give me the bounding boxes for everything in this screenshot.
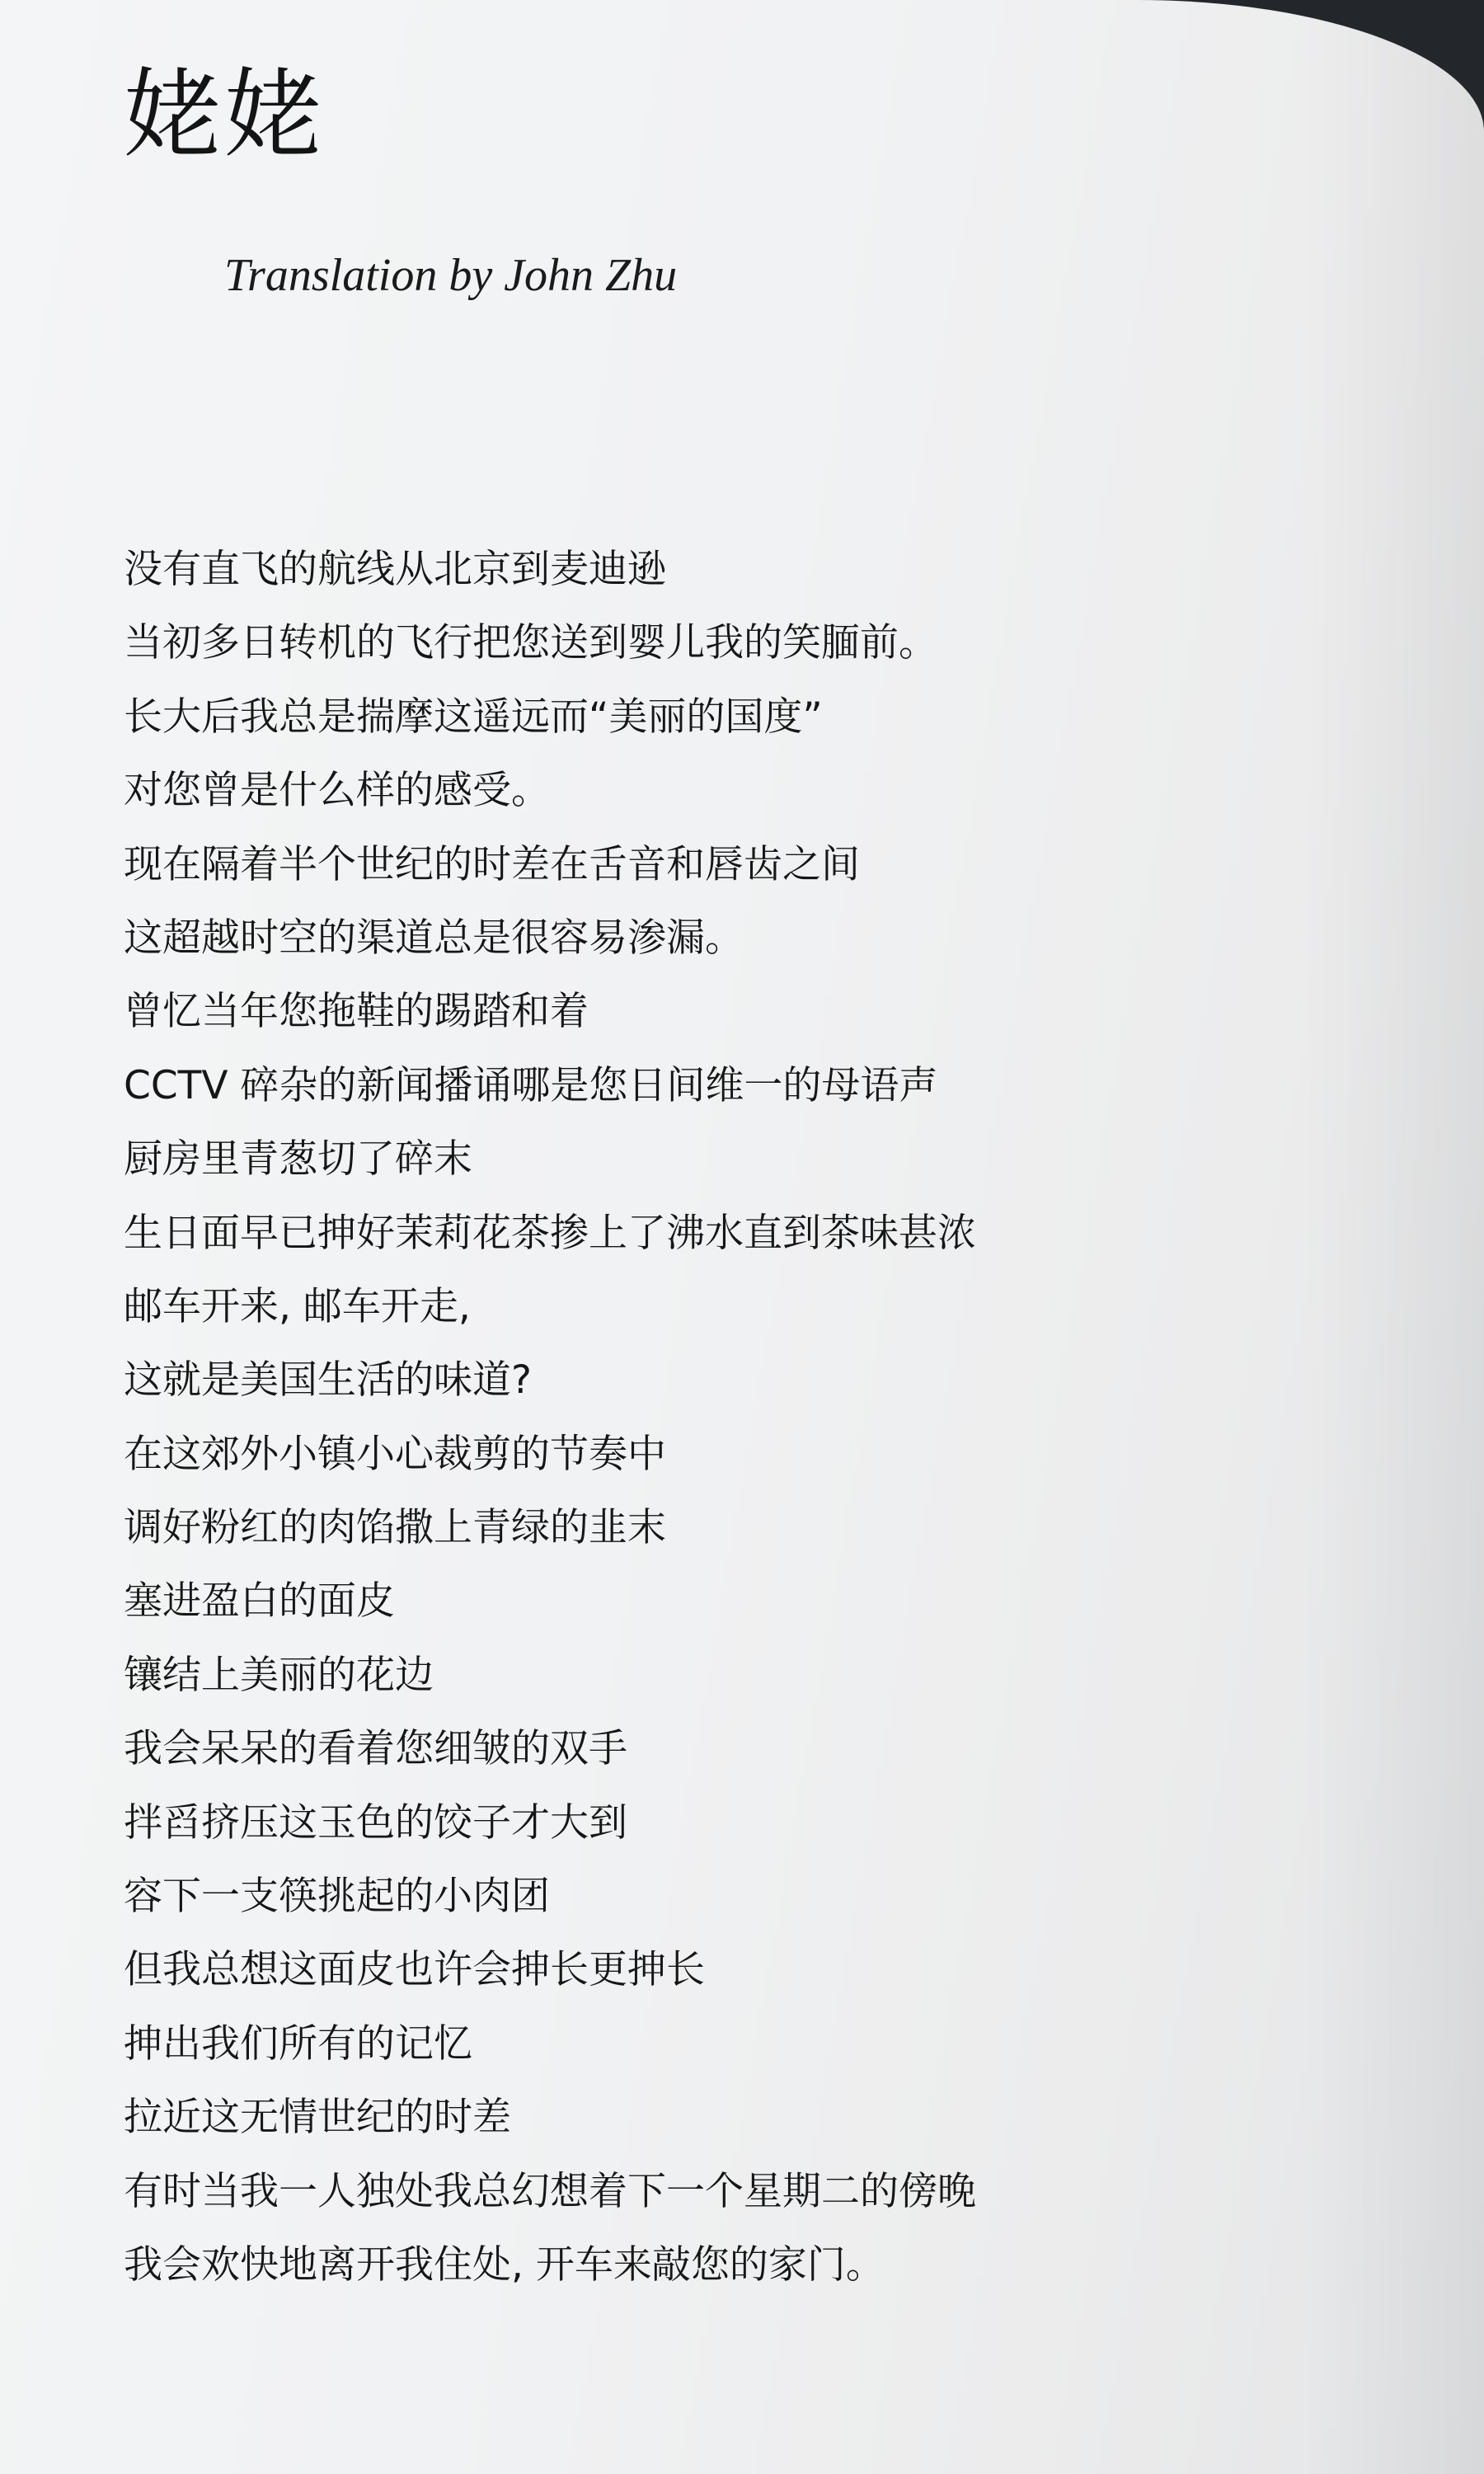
poem-body [124,533,1319,2302]
poem-line: 抻出我们所有的记忆 [124,2020,472,2067]
poem-line: 生日面早已抻好茉莉花茶掺上了沸水直到茶味甚浓 [124,1210,976,1256]
poem-line: 调好粉红的肉馅撒上青绿的韭末 [124,1505,666,1551]
poem-line: 当初多日转机的飞行把您送到婴儿我的笑腼前。 [124,620,937,666]
poem-line: 镶结上美丽的花边 [124,1652,434,1698]
poem-line: 长大后我总是揣摩这遥远而“美丽的国度” [124,694,823,740]
poem-line: 塞进盈白的面皮 [124,1578,395,1625]
poem-line: 这超越时空的渠道总是很容易渗漏。 [124,915,744,961]
poem-line: 现在隔着半个世纪的时差在舌音和唇齿之间 [124,841,860,887]
poem-line: 曾忆当年您拖鞋的踢踏和着 [124,989,589,1035]
poem-line: 这就是美国生活的味道? [124,1357,532,1404]
poem-line: 拌舀挤压这玉色的饺子才大到 [124,1799,627,1846]
poem-line: 容下一支筷挑起的小肉团 [124,1874,550,1920]
poem-line: 拉近这无情世纪的时差 [124,2095,511,2141]
poem-line: 没有直飞的航线从北京到麦迪逊 [124,547,666,592]
translator-byline: Translation by John Zhu [224,250,678,301]
poem-title: 姥姥 [124,58,326,172]
poem-line: 有时当我一人独处我总幻想着下一个星期二的傍晚 [124,2168,976,2214]
poem-line: 我会欢快地离开我住处, 开车来敲您的家门。 [124,2241,885,2288]
poem-line: CCTV 碎杂的新闻播诵哪是您日间维一的母语声 [124,1062,938,1108]
poem-line: 在这郊外小镇小心裁剪的节奏中 [124,1431,666,1477]
poem-line: 但我总想这面皮也许会抻长更抻长 [124,1947,705,1993]
poem-line: 厨房里青葱切了碎末 [124,1136,472,1183]
poem-line: 我会呆呆的看着您细皱的双手 [124,1726,627,1772]
poem-line: 邮车开来, 邮车开走, [124,1283,471,1329]
poem-line: 对您曾是什么样的感受。 [124,768,550,814]
